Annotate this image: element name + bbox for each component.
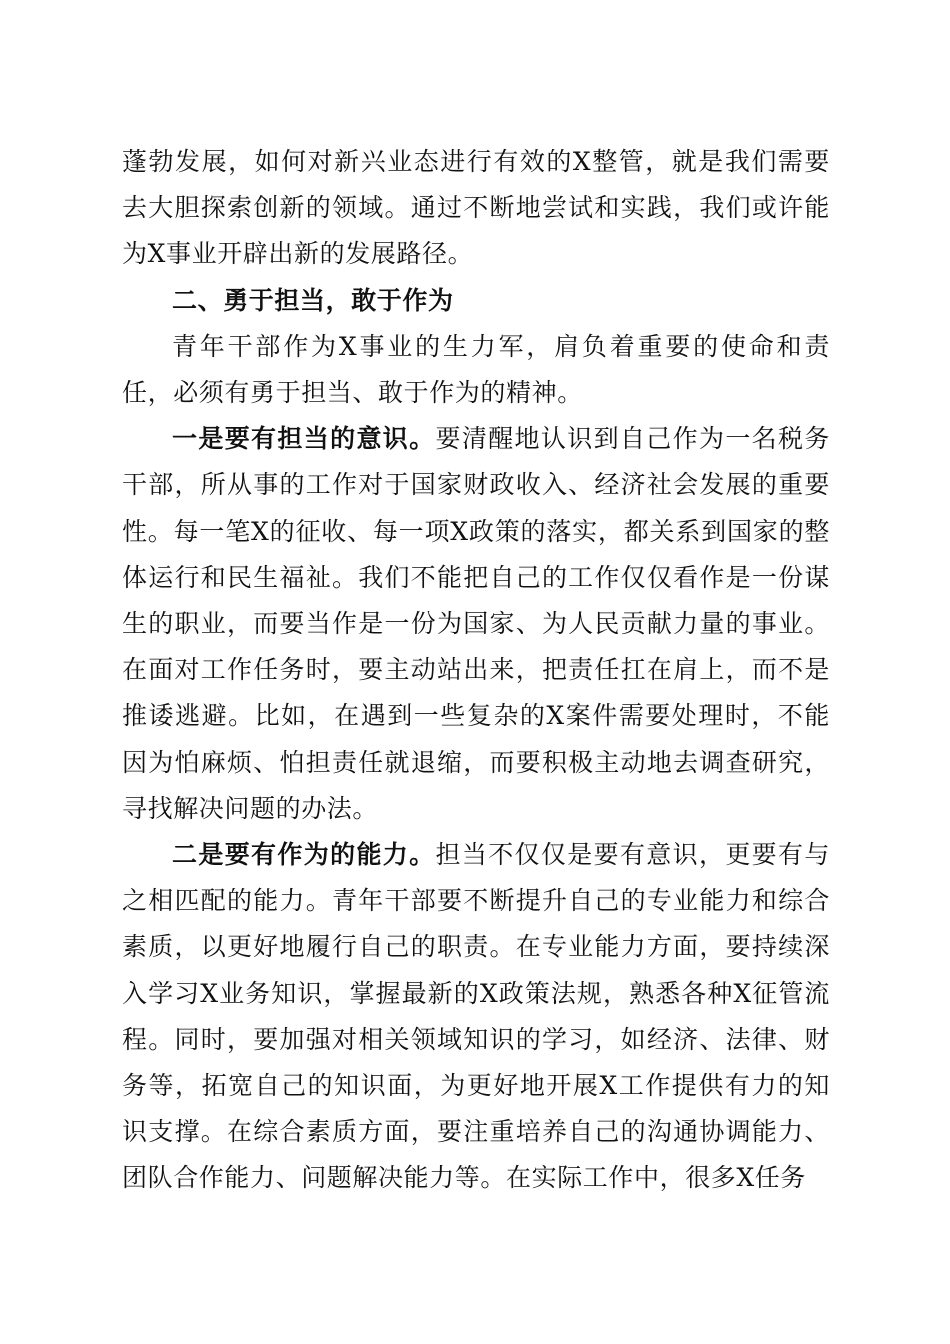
paragraph-ability-lead: 二是要有作为的能力。 <box>172 840 436 870</box>
paragraph-ability-body: 担当不仅仅是要有意识，更要有与之相匹配的能力。青年干部要不断提升自己的专业能力和综合素质，以更好地履行自己的职责。在专业能力方面，要持续深入学习X业务知识，掌握最新的X政策法规，熟悉各种X征管流程。同时，要加强对相关领域知识的学习，如经济、法律、财务等，拓宽自己的知识面，为更好地开展X工作提供有力的知识支撑。在综合素质方面，要注重培养自己的沟通协调能力、团队合作能力、问题解决能力等。在实际工作中，很多X任务 <box>122 840 830 1193</box>
paragraph-ability <box>122 832 830 1202</box>
paragraph-awareness <box>122 416 830 832</box>
paragraph-awareness-lead: 一是要有担当的意识。 <box>172 424 436 454</box>
section-heading: 二、勇于担当，敢于作为 <box>172 285 454 315</box>
paragraph-intro: 青年干部作为X事业的生力军，肩负着重要的使命和责任，必须有勇于担当、敢于作为的精神。 <box>122 331 830 408</box>
document-body <box>122 139 830 1202</box>
paragraph-continuation: 蓬勃发展，如何对新兴业态进行有效的X整管，就是我们需要去大胆探索创新的领域。通过不断地尝试和实践，我们或许能为X事业开辟出新的发展路径。 <box>122 147 830 269</box>
paragraph-awareness-body: 要清醒地认识到自己作为一名税务干部，所从事的工作对于国家财政收入、经济社会发展的重要性。每一笔X的征收、每一项X政策的落实，都关系到国家的整体运行和民生福祉。我们不能把自己的工作仅仅看作是一份谋生的职业，而要当作是一份为国家、为人民贡献力量的事业。在面对工作任务时，要主动站出来，把责任扛在肩上，而不是推诿逃避。比如，在遇到一些复杂的X案件需要处理时，不能因为怕麻烦、怕担责任就退缩，而要积极主动地去调查研究，寻找解决问题的办法。 <box>122 424 830 823</box>
